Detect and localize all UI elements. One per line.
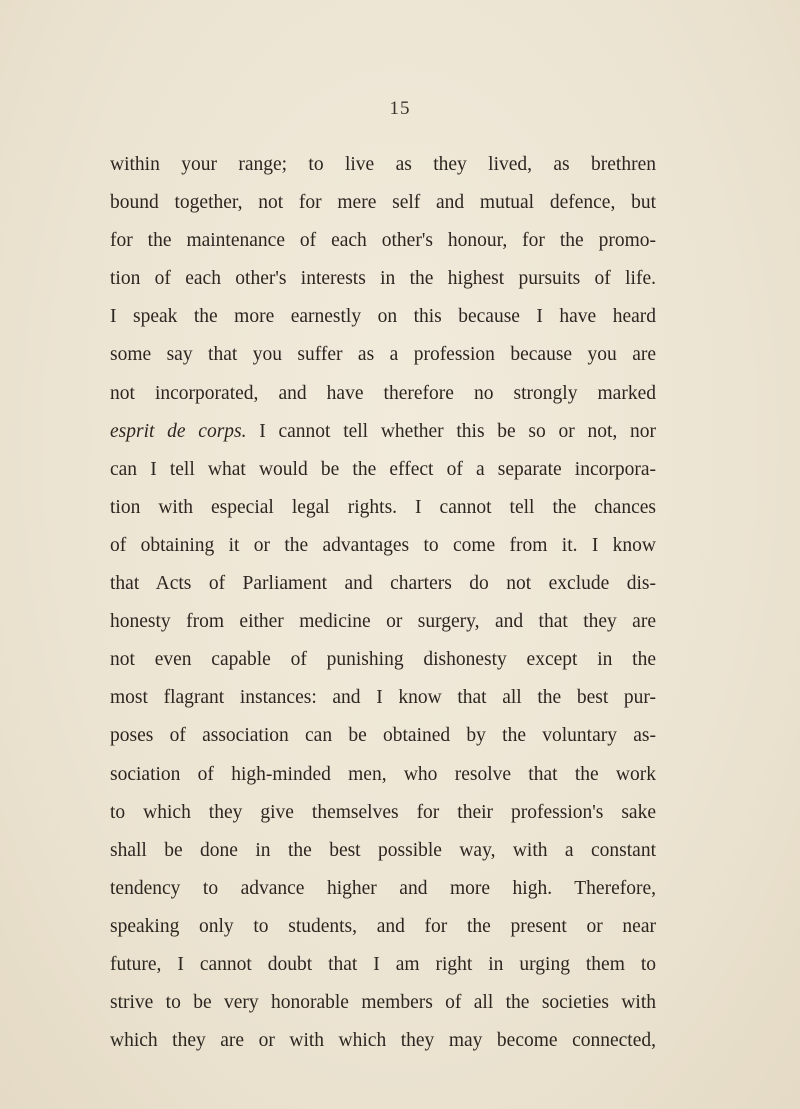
text-line: future, I cannot doubt that I am right in urging them to [110,953,656,975]
italic-phrase: esprit de corps. [110,420,247,442]
text-line: of obtaining it or the advantages to come from it. I know [110,534,656,556]
page-number: 15 [389,98,411,119]
text-line: I speak the more earnestly on this because I have heard [110,306,656,328]
text-line: to which they give themselves for their profession's sake [110,801,656,823]
body-text [110,146,656,1060]
text-line: some say that you suffer as a profession because you are [110,344,656,366]
text-line: honesty from either medicine or surgery, and that they are [110,611,656,633]
text-line: not incorporated, and have therefore no strongly marked [110,382,656,404]
text-line: most flagrant instances: and I know that all the best pur- [110,687,656,709]
text-line: tion of each other's interests in the highest pursuits of life. [110,268,656,290]
text-line: strive to be very honorable members of all the societies with [110,992,656,1014]
text-line: shall be done in the best possible way, with a constant [110,839,656,861]
text-line: speaking only to students, and for the present or near [110,915,656,937]
text-line: can I tell what would be the effect of a separate incorpora- [110,458,656,480]
text-line: sociation of high-minded men, who resolve that the work [110,763,656,785]
text-line: tion with especial legal rights. I cannot tell the chances [110,496,656,518]
text-line: for the maintenance of each other's honour, for the promo- [110,230,656,252]
text-line [110,413,656,451]
text-line: within your range; to live as they lived, as brethren [110,154,656,175]
text-line: that Acts of Parliament and charters do not exclude dis- [110,573,656,595]
text-line-rest: I cannot tell whether this be so or not, nor [246,420,657,442]
text-line: tendency to advance higher and more high. Therefore, [110,877,656,899]
text-line: which they are or with which they may become connected, [110,1030,656,1052]
text-line: bound together, not for mere self and mutual defence, but [110,192,656,214]
text-line: poses of association can be obtained by the voluntary as- [110,725,656,747]
text-line: not even capable of punishing dishonesty except in the [110,649,656,671]
